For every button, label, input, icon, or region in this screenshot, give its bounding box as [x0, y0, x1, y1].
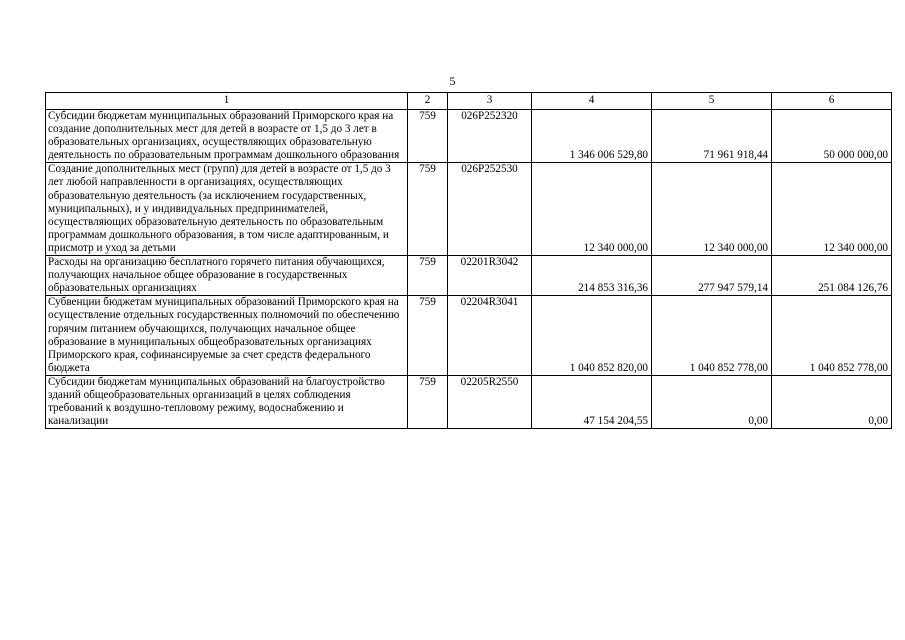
row-col-2: 759	[408, 375, 448, 428]
row-col-3: 026P252320	[448, 110, 532, 163]
row-col-6: 251 084 126,76	[772, 256, 892, 296]
header-col-6: 6	[772, 93, 892, 110]
row-col-5: 277 947 579,14	[652, 256, 772, 296]
row-col-2: 759	[408, 110, 448, 163]
row-col-4: 1 040 852 820,00	[532, 296, 652, 376]
row-col-3: 026P252530	[448, 163, 532, 256]
row-description: Субвенции бюджетам муниципальных образований Приморского края на осуществление отдельных государственных полномочий по обеспечению горячим питанием обучающихся, получающих начальное общее образование в муниципальных общеобразовательных организациях Приморского края, софинансируемые за счет средств федерального бюджета	[46, 296, 408, 376]
row-col-2: 759	[408, 163, 448, 256]
row-col-4: 47 154 204,55	[532, 375, 652, 428]
table-row	[46, 375, 892, 428]
row-col-6: 0,00	[772, 375, 892, 428]
row-col-6: 1 040 852 778,00	[772, 296, 892, 376]
row-col-3: 02204R3041	[448, 296, 532, 376]
row-col-5: 0,00	[652, 375, 772, 428]
row-description: Субсидии бюджетам муниципальных образований на благоустройство зданий общеобразовательных организаций в целях соблюдения требований к воздушно-тепловому режиму, водоснабжению и канализации	[46, 375, 408, 428]
row-description: Расходы на организацию бесплатного горячего питания обучающихся, получающих начальное общее образование в государственных образовательных организациях	[46, 256, 408, 296]
page-number: 5	[449, 74, 456, 88]
header-row	[46, 93, 892, 110]
header-col-5: 5	[652, 93, 772, 110]
row-col-4: 1 346 006 529,80	[532, 110, 652, 163]
header-col-4: 4	[532, 93, 652, 110]
table-row	[46, 296, 892, 376]
budget-table	[45, 92, 892, 429]
row-col-4: 214 853 316,36	[532, 256, 652, 296]
header-col-3: 3	[448, 93, 532, 110]
table-row	[46, 163, 892, 256]
row-col-2: 759	[408, 296, 448, 376]
row-col-5: 71 961 918,44	[652, 110, 772, 163]
row-col-2: 759	[408, 256, 448, 296]
row-description: Субсидии бюджетам муниципальных образований Приморского края на создание дополнительных мест для детей в возрасте от 1,5 до 3 лет в образовательных организациях, осуществляющих образовательную деятельность по образовательным программам дошкольного образования	[46, 110, 408, 163]
row-col-6: 12 340 000,00	[772, 163, 892, 256]
row-col-4: 12 340 000,00	[532, 163, 652, 256]
row-col-3: 02201R3042	[448, 256, 532, 296]
header-col-1: 1	[46, 93, 408, 110]
table-row	[46, 256, 892, 296]
header-col-2: 2	[408, 93, 448, 110]
row-description: Создание дополнительных мест (групп) для детей в возрасте от 1,5 до 3 лет любой направленности в организациях, осуществляющих образовательную деятельность (за исключением государственных, муниципальных), и у индивидуальных предпринимателей, осуществляющих образовательную деятельность по образовательным программам дошкольного образования, в том числе адаптированным, и присмотр и уход за детьми	[46, 163, 408, 256]
row-col-6: 50 000 000,00	[772, 110, 892, 163]
row-col-3: 02205R2550	[448, 375, 532, 428]
row-col-5: 1 040 852 778,00	[652, 296, 772, 376]
row-col-5: 12 340 000,00	[652, 163, 772, 256]
table-row	[46, 110, 892, 163]
